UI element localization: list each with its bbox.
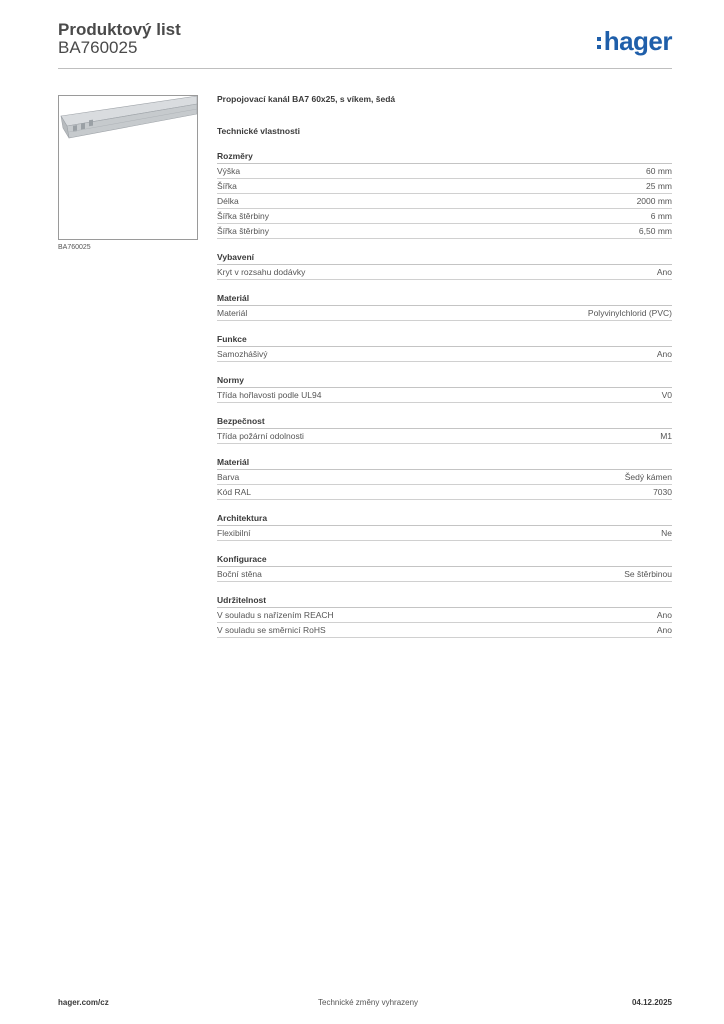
footer-website: hager.com/cz (58, 998, 109, 1007)
footer-notice: Technické změny vyhrazeny (318, 998, 419, 1007)
spec-row (217, 608, 672, 623)
spec-group-title: Konfigurace (217, 553, 672, 567)
spec-group (217, 415, 672, 444)
spec-value: Se štěrbinou (624, 569, 672, 579)
spec-group-title: Udržitelnost (217, 594, 672, 608)
spec-label: Boční stěna (217, 569, 262, 579)
logo-text: hager (603, 26, 672, 56)
spec-label: Materiál (217, 308, 248, 318)
spec-row (217, 470, 672, 485)
spec-value: M1 (660, 431, 672, 441)
spec-row (217, 224, 672, 239)
spec-value: 6,50 mm (638, 226, 672, 236)
spec-label: Délka (217, 196, 239, 206)
spec-group-title: Architektura (217, 512, 672, 526)
spec-group-title: Materiál (217, 292, 672, 306)
spec-label: Šířka štěrbiny (217, 226, 269, 236)
spec-label: Šířka štěrbiny (217, 211, 269, 221)
spec-group (217, 374, 672, 403)
spec-row (217, 209, 672, 224)
spec-group (217, 594, 672, 638)
spec-row (217, 265, 672, 280)
spec-value: Ano (656, 610, 672, 620)
cable-duct-illustration (59, 96, 197, 239)
spec-label: Kryt v rozsahu dodávky (217, 267, 306, 277)
spec-row (217, 485, 672, 500)
spec-group-title: Vybavení (217, 251, 672, 265)
spec-value: V0 (661, 390, 672, 400)
specifications (217, 94, 672, 650)
spec-label: Třída hořlavosti podle UL94 (217, 390, 322, 400)
spec-label: Kód RAL (217, 487, 252, 497)
spec-row (217, 567, 672, 582)
spec-row (217, 526, 672, 541)
spec-label: V souladu se směrnicí RoHS (217, 625, 326, 635)
spec-value: Polyvinylchlorid (PVC) (587, 308, 672, 318)
product-image (58, 95, 198, 240)
spec-row (217, 388, 672, 403)
spec-group (217, 553, 672, 582)
spec-label: Třída požární odolnosti (217, 431, 304, 441)
spec-group-title: Normy (217, 374, 672, 388)
spec-group (217, 333, 672, 362)
spec-row (217, 623, 672, 638)
spec-value: Šedý kámen (624, 472, 672, 482)
spec-group-title: Materiál (217, 456, 672, 470)
image-caption: BA760025 (58, 244, 91, 251)
product-code: BA760025 (58, 38, 138, 57)
spec-value: 2000 mm (636, 196, 672, 206)
header-divider (58, 68, 672, 69)
spec-label: Flexibilní (217, 528, 251, 538)
footer-date: 04.12.2025 (631, 998, 672, 1007)
spec-row (217, 194, 672, 209)
spec-label: Výška (217, 166, 241, 176)
spec-value: Ano (656, 625, 672, 635)
spec-group (217, 512, 672, 541)
spec-label: V souladu s nařízením REACH (217, 610, 334, 620)
spec-label: Samozhášivý (217, 349, 268, 359)
spec-group-title: Funkce (217, 333, 672, 347)
spec-group (217, 150, 672, 239)
spec-value: 25 mm (646, 181, 672, 191)
spec-group-title: Bezpečnost (217, 415, 672, 429)
spec-group (217, 456, 672, 500)
spec-group (217, 292, 672, 321)
logo-dots-icon (596, 32, 603, 50)
spec-row (217, 306, 672, 321)
spec-label: Barva (217, 472, 240, 482)
spec-value: Ano (656, 267, 672, 277)
page-title: Produktový list (58, 20, 181, 39)
spec-value: 60 mm (646, 166, 672, 176)
technical-properties-heading: Technické vlastnosti (217, 126, 300, 136)
hager-logo (596, 26, 672, 57)
spec-value: 6 mm (650, 211, 672, 221)
spec-row (217, 429, 672, 444)
spec-group (217, 251, 672, 280)
spec-row (217, 347, 672, 362)
spec-row (217, 164, 672, 179)
spec-value: Ano (656, 349, 672, 359)
spec-group-title: Rozměry (217, 150, 672, 164)
spec-label: Šířka (217, 181, 237, 191)
spec-value: Ne (661, 528, 672, 538)
spec-value: 7030 (653, 487, 672, 497)
product-title: Propojovací kanál BA7 60x25, s víkem, šedá (217, 94, 396, 104)
spec-groups (217, 150, 672, 638)
spec-row (217, 179, 672, 194)
